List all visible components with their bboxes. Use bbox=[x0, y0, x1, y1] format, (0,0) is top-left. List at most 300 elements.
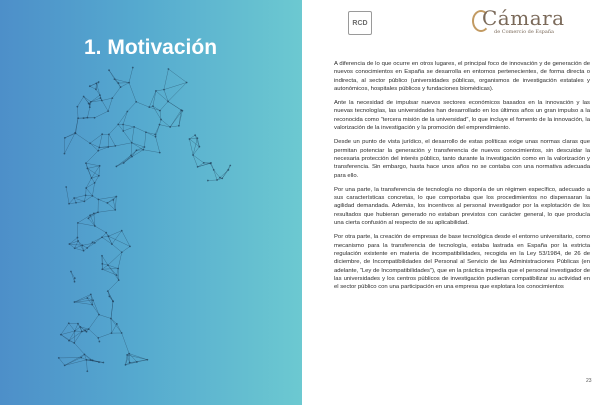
mesh-edge bbox=[109, 296, 113, 301]
mesh-node bbox=[98, 361, 100, 363]
mesh-node bbox=[88, 328, 90, 330]
mesh-edge bbox=[129, 83, 136, 102]
rcd-logo: RCD bbox=[348, 11, 372, 35]
mesh-edge bbox=[98, 199, 107, 203]
mesh-edge bbox=[95, 237, 102, 243]
mesh-node bbox=[154, 133, 156, 135]
mesh-node bbox=[90, 359, 92, 361]
mesh-edge bbox=[164, 69, 168, 90]
mesh-edge bbox=[109, 70, 114, 79]
mesh-node bbox=[135, 101, 137, 103]
mesh-node bbox=[97, 150, 99, 152]
mesh-node bbox=[86, 370, 88, 372]
mesh-node bbox=[169, 126, 171, 128]
mesh-edge bbox=[214, 170, 220, 178]
mesh-node bbox=[107, 146, 109, 148]
mesh-node bbox=[98, 341, 100, 343]
mesh-node bbox=[68, 203, 70, 205]
mesh-edge bbox=[69, 331, 82, 340]
mesh-node bbox=[128, 353, 130, 355]
mesh-node bbox=[93, 212, 95, 214]
mesh-edge bbox=[117, 268, 118, 275]
mesh-node bbox=[70, 271, 72, 273]
mesh-node bbox=[98, 175, 100, 177]
mesh-node bbox=[219, 177, 221, 179]
mesh-node bbox=[80, 357, 82, 359]
paragraph: Desde un punto de vista jurídico, el desarrollo de estas políticas exige unas normas claras que permitan potenciar la generación y transferencia de nuevos conocimientos, sin descuidar la necesaria protección del interés público, tanto durante la investigación como en la valorización y transferencia. Sin embargo, hasta hace unos años no se contaba con una normativa adecuada para ello. bbox=[334, 139, 590, 179]
mesh-node bbox=[221, 177, 223, 179]
mesh-edge bbox=[111, 318, 122, 333]
mesh-node bbox=[89, 214, 91, 216]
mesh-node bbox=[111, 243, 113, 245]
mesh-edge bbox=[108, 98, 112, 111]
mesh-edge bbox=[123, 127, 134, 131]
mesh-node bbox=[159, 124, 161, 126]
mesh-node bbox=[121, 230, 123, 232]
mesh-edge bbox=[118, 124, 123, 131]
mesh-node bbox=[186, 82, 188, 84]
mesh-node bbox=[148, 106, 150, 108]
mesh-node bbox=[114, 78, 116, 80]
mesh-edge bbox=[74, 331, 82, 343]
mesh-edge bbox=[86, 360, 87, 371]
mesh-node bbox=[116, 323, 118, 325]
mesh-edge bbox=[117, 324, 122, 333]
mesh-edge bbox=[112, 244, 122, 252]
mesh-node bbox=[159, 152, 161, 154]
mesh-node bbox=[160, 119, 162, 121]
mesh-node bbox=[145, 131, 147, 133]
mesh-node bbox=[89, 106, 91, 108]
mesh-edge bbox=[160, 101, 168, 110]
mesh-edge bbox=[96, 83, 100, 95]
mesh-node bbox=[197, 137, 199, 139]
mesh-node bbox=[101, 100, 103, 102]
mesh-edge bbox=[77, 107, 78, 119]
mesh-node bbox=[133, 126, 135, 128]
mesh-node bbox=[95, 82, 97, 84]
mesh-node bbox=[68, 340, 70, 342]
mesh-node bbox=[94, 225, 96, 227]
mesh-node bbox=[95, 88, 97, 90]
mesh-node bbox=[110, 318, 112, 320]
mesh-node bbox=[98, 81, 100, 83]
mesh-node bbox=[94, 242, 96, 244]
mesh-edge bbox=[84, 196, 92, 202]
mesh-edge bbox=[61, 335, 74, 343]
mesh-node bbox=[114, 145, 116, 147]
mesh-node bbox=[112, 199, 114, 201]
mesh-node bbox=[92, 299, 94, 301]
mesh-edge bbox=[131, 143, 132, 156]
mesh-edge bbox=[112, 87, 120, 98]
mesh-node bbox=[97, 337, 99, 339]
mesh-node bbox=[112, 300, 114, 302]
mesh-edge bbox=[118, 268, 119, 280]
mesh-node bbox=[86, 297, 88, 299]
mesh-edge bbox=[99, 166, 100, 176]
mesh-node bbox=[90, 101, 92, 103]
paragraph: Por otra parte, la creación de empresas de base tecnológica desde el entorno universitario, como mecanismo para la transferencia de tecnología, estaba lastrada en España por la estricta regulación existente en materia de incompatibilidades, recogida en la Ley 53/1984, de 26 de diciembre, de Incompatibilidades del Personal al Servicio de las Administraciones Públicas (en adelante, “Ley de Incompatibilidades”), que en la práctica impedía que el personal investigador de las universidades y los centros públicos de investigación pudieran compatibilizar su actividad en el sector público con una participación en una empresa que explotara los conocimientos bbox=[334, 234, 590, 291]
mesh-edge bbox=[144, 132, 146, 147]
mesh-edge bbox=[98, 197, 116, 200]
mesh-node bbox=[98, 147, 100, 149]
mesh-edge bbox=[109, 70, 118, 83]
mesh-node bbox=[79, 326, 81, 328]
mesh-edge bbox=[115, 197, 116, 210]
mesh-node bbox=[64, 137, 66, 139]
mesh-edge bbox=[143, 150, 159, 153]
mesh-node bbox=[74, 330, 76, 332]
mesh-node bbox=[97, 211, 99, 213]
mesh-node bbox=[115, 196, 117, 198]
mesh-edge bbox=[170, 110, 181, 127]
mesh-edge bbox=[86, 188, 87, 195]
mesh-node bbox=[203, 162, 205, 164]
mesh-edge bbox=[74, 343, 84, 354]
mesh-edge bbox=[65, 133, 75, 138]
mesh-node bbox=[81, 331, 83, 333]
mesh-edge bbox=[86, 195, 93, 196]
paragraph: A diferencia de lo que ocurre en otros lugares, el principal foco de innovación y de generación de nuevos conocimientos en España se desarrolla en entornos pertenecientes, de forma directa o indirecta, al sector público (universidades públicas, organismos de investigación estatales y autonómicos, hospitales públicos y fundaciones biomédicas). bbox=[334, 61, 590, 92]
mesh-edge bbox=[146, 132, 155, 134]
mesh-node bbox=[83, 96, 85, 98]
mesh-node bbox=[77, 222, 79, 224]
mesh-node bbox=[132, 67, 134, 69]
mesh-node bbox=[85, 187, 87, 189]
mesh-node bbox=[126, 354, 128, 356]
mesh-edge bbox=[99, 315, 111, 319]
mesh-node bbox=[216, 179, 218, 181]
mesh-edge bbox=[77, 97, 83, 107]
mesh-node bbox=[65, 186, 67, 188]
mesh-node bbox=[105, 232, 107, 234]
mesh-edge bbox=[74, 294, 90, 302]
mesh-node bbox=[85, 359, 87, 361]
mesh-edge bbox=[146, 132, 156, 136]
mesh-edge bbox=[69, 244, 82, 245]
mesh-edge bbox=[153, 106, 160, 110]
mesh-node bbox=[101, 263, 103, 265]
mesh-node bbox=[123, 162, 125, 164]
mesh-edge bbox=[92, 237, 102, 242]
mesh-node bbox=[99, 94, 101, 96]
mesh-node bbox=[77, 237, 79, 239]
mesh-edge bbox=[76, 133, 90, 143]
mesh-node bbox=[120, 86, 122, 88]
mesh-node bbox=[142, 149, 144, 151]
mesh-node bbox=[74, 132, 76, 134]
mesh-node bbox=[144, 146, 146, 148]
mesh-edge bbox=[122, 231, 130, 247]
mesh-node bbox=[86, 168, 88, 170]
mesh-edge bbox=[69, 323, 75, 331]
mesh-node bbox=[68, 322, 70, 324]
mesh-node bbox=[189, 138, 191, 140]
mesh-edge bbox=[108, 280, 119, 291]
mesh-node bbox=[77, 323, 79, 325]
mesh-node bbox=[89, 142, 91, 144]
mesh-node bbox=[77, 240, 79, 242]
mesh-edge bbox=[129, 68, 133, 83]
mesh-node bbox=[117, 268, 119, 270]
mesh-node bbox=[98, 314, 100, 316]
camara-logo bbox=[470, 8, 590, 40]
mesh-node bbox=[84, 353, 86, 355]
mesh-edge bbox=[107, 197, 116, 203]
paragraph: Ante la necesidad de impulsar nuevos sectores económicos basados en la innovación y las nuevas tecnologías, las universidades han desarrollado en los últimos años un gran impulso a la reconocida como “tercera misión de la universidad”, lo que incluye el fomento de la innovación, la valorización de la investigación y la promoción del emprendimiento. bbox=[334, 100, 590, 132]
mesh-edge bbox=[98, 333, 111, 338]
mesh-node bbox=[84, 329, 86, 331]
mesh-edge bbox=[208, 180, 217, 181]
mesh-edge bbox=[69, 203, 76, 204]
mesh-node bbox=[68, 243, 70, 245]
mesh-node bbox=[83, 250, 85, 252]
mesh-node bbox=[122, 124, 124, 126]
mesh-node bbox=[106, 202, 108, 204]
mesh-edge bbox=[156, 90, 164, 91]
mesh-node bbox=[107, 110, 109, 112]
camara-logo-name: Cámara bbox=[482, 6, 565, 30]
mesh-node bbox=[85, 162, 87, 164]
mesh-edge bbox=[95, 111, 109, 118]
mesh-node bbox=[87, 117, 89, 119]
mesh-node bbox=[64, 364, 66, 366]
mesh-node bbox=[91, 304, 93, 306]
mesh-node bbox=[102, 362, 104, 364]
mesh-edge bbox=[123, 125, 134, 127]
mesh-edge bbox=[125, 355, 127, 365]
mesh-node bbox=[159, 110, 161, 112]
mesh-edge bbox=[156, 125, 160, 137]
mesh-node bbox=[213, 169, 215, 171]
mesh-node bbox=[108, 133, 110, 135]
mesh-node bbox=[111, 97, 113, 99]
mesh-node bbox=[92, 195, 94, 197]
mesh-node bbox=[111, 332, 113, 334]
mesh-edge bbox=[153, 106, 161, 119]
mesh-edge bbox=[109, 124, 118, 134]
mesh-edge bbox=[109, 134, 115, 146]
mesh-edge bbox=[122, 246, 130, 252]
mesh-edge bbox=[98, 210, 115, 212]
mesh-node bbox=[77, 117, 79, 119]
mesh-edge bbox=[123, 131, 132, 143]
mesh-node bbox=[86, 247, 88, 249]
mesh-node bbox=[136, 361, 138, 363]
mesh-edge bbox=[198, 163, 204, 167]
mesh-edge bbox=[108, 252, 122, 265]
mesh-edge bbox=[193, 138, 197, 155]
mesh-node bbox=[60, 334, 62, 336]
mesh-node bbox=[115, 166, 117, 168]
mesh-node bbox=[129, 245, 131, 247]
mesh-edge bbox=[90, 143, 99, 147]
mesh-node bbox=[64, 153, 66, 155]
mesh-edge bbox=[121, 83, 129, 87]
mesh-edge bbox=[90, 143, 98, 151]
mesh-edge bbox=[116, 155, 131, 166]
mesh-edge bbox=[95, 226, 106, 233]
mesh-edge bbox=[115, 143, 131, 146]
mesh-node bbox=[114, 209, 116, 211]
mesh-edge bbox=[87, 107, 89, 117]
mesh-edge bbox=[153, 91, 156, 106]
mesh-node bbox=[84, 201, 86, 203]
mesh-node bbox=[197, 166, 199, 168]
mesh-node bbox=[108, 69, 110, 71]
mesh-node bbox=[121, 332, 123, 334]
mesh-edge bbox=[134, 127, 146, 132]
mesh-edge bbox=[156, 137, 160, 153]
mesh-node bbox=[146, 359, 148, 361]
mesh-node bbox=[163, 89, 165, 91]
mesh-edge bbox=[69, 238, 77, 244]
mesh-node bbox=[86, 331, 88, 333]
mesh-node bbox=[129, 362, 131, 364]
mesh-node bbox=[107, 264, 109, 266]
mesh-edge bbox=[149, 107, 160, 110]
camara-logo-subtitle: de Comercio de España bbox=[494, 29, 555, 35]
mesh-node bbox=[130, 154, 132, 156]
mesh-node bbox=[94, 182, 96, 184]
mesh-node bbox=[155, 136, 157, 138]
paragraph: Por una parte, la transferencia de tecnología no disponía de un régimen específico, adecuado a sus características concretas, lo que comportaba que los procedimientos no dispensaran la agilidad demandada. Además, los incentivos al personal investigador por la explotación de los resultados que hubieran generado no estaban previstos con carácter general, lo que producía una cierta confusión al respecto de su aplicabilidad. bbox=[334, 186, 590, 227]
mesh-edge bbox=[122, 333, 130, 354]
mesh-node bbox=[116, 274, 118, 276]
mesh-node bbox=[101, 255, 103, 257]
mesh-node bbox=[89, 103, 91, 105]
mesh-edge bbox=[168, 101, 182, 110]
mesh-edge bbox=[211, 163, 214, 170]
mesh-edge bbox=[86, 163, 100, 166]
mesh-edge bbox=[111, 318, 112, 333]
mesh-node bbox=[192, 154, 194, 156]
mesh-edge bbox=[74, 195, 85, 198]
mesh-node bbox=[227, 169, 229, 171]
mesh-edge bbox=[69, 198, 74, 204]
mesh-node bbox=[74, 277, 76, 279]
mesh-node bbox=[89, 85, 91, 87]
mesh-edge bbox=[111, 301, 113, 318]
mesh-edge bbox=[74, 198, 84, 201]
mesh-edge bbox=[108, 134, 109, 147]
mesh-edge bbox=[65, 360, 87, 366]
mesh-node bbox=[74, 281, 76, 283]
mesh-node bbox=[74, 301, 76, 303]
mesh-node bbox=[125, 364, 127, 366]
mesh-edge bbox=[75, 331, 82, 332]
mesh-node bbox=[108, 296, 110, 298]
mesh-node bbox=[83, 117, 85, 119]
mesh-node bbox=[168, 68, 170, 70]
mesh-edge bbox=[92, 183, 94, 196]
mesh-node bbox=[99, 165, 101, 167]
mesh-node bbox=[155, 90, 157, 92]
mesh-node bbox=[76, 106, 78, 108]
mesh-edge bbox=[170, 126, 179, 127]
mesh-edge bbox=[59, 358, 65, 365]
mesh-node bbox=[74, 247, 76, 249]
mesh-node bbox=[92, 241, 94, 243]
mesh-edge bbox=[90, 86, 96, 89]
mesh-edge bbox=[123, 111, 127, 124]
mesh-node bbox=[87, 217, 89, 219]
mesh-edge bbox=[86, 188, 92, 196]
mesh-node bbox=[101, 236, 103, 238]
page-number: 23 bbox=[586, 378, 592, 384]
body-text bbox=[334, 60, 590, 297]
mesh-edge bbox=[214, 170, 217, 180]
mesh-node bbox=[117, 123, 119, 125]
mesh-node bbox=[101, 133, 103, 135]
mesh-edge bbox=[102, 265, 108, 269]
mesh-node bbox=[99, 97, 101, 99]
mesh-node bbox=[101, 268, 103, 270]
mesh-edge bbox=[65, 354, 85, 365]
right-panel bbox=[302, 0, 600, 405]
mesh-node bbox=[210, 162, 212, 164]
mesh-edge bbox=[111, 318, 117, 323]
mesh-edge bbox=[149, 91, 156, 107]
mesh-node bbox=[128, 82, 130, 84]
mesh-node bbox=[92, 359, 94, 361]
mesh-node bbox=[85, 194, 87, 196]
mesh-edge bbox=[130, 360, 148, 363]
page-title: 1. Motivación bbox=[84, 36, 218, 59]
mesh-edge bbox=[118, 252, 122, 268]
mesh-node bbox=[90, 293, 92, 295]
mesh-edge bbox=[102, 268, 118, 269]
mesh-node bbox=[178, 125, 180, 127]
mesh-node bbox=[198, 146, 200, 148]
mesh-edge bbox=[75, 118, 78, 133]
mesh-edge bbox=[102, 98, 112, 100]
mesh-node bbox=[108, 235, 110, 237]
mesh-edge bbox=[118, 111, 127, 124]
mesh-edge bbox=[92, 196, 98, 200]
mesh-edge bbox=[65, 358, 82, 366]
mesh-node bbox=[75, 202, 77, 204]
mesh-node bbox=[107, 290, 109, 292]
mesh-edge bbox=[78, 223, 95, 226]
mesh-edge bbox=[74, 302, 92, 305]
mesh-edge bbox=[76, 201, 84, 202]
mesh-edge bbox=[86, 151, 98, 163]
mesh-node bbox=[117, 82, 119, 84]
mesh-node bbox=[97, 199, 99, 201]
mesh-node bbox=[91, 177, 93, 179]
mesh-node bbox=[73, 342, 75, 344]
mesh-node bbox=[126, 111, 128, 113]
mesh-edge bbox=[132, 150, 136, 156]
mesh-node bbox=[121, 251, 123, 253]
mesh-node bbox=[229, 165, 231, 167]
mesh-edge bbox=[220, 170, 228, 178]
mesh-edge bbox=[136, 102, 149, 107]
mesh-edge bbox=[127, 102, 136, 112]
mesh-edge bbox=[116, 157, 132, 167]
mesh-node bbox=[118, 279, 120, 281]
mesh-node bbox=[181, 110, 183, 112]
mesh-node bbox=[136, 149, 138, 151]
mesh-node bbox=[58, 357, 60, 359]
mesh-edge bbox=[222, 170, 228, 178]
mesh-node bbox=[167, 101, 169, 103]
mesh-edge bbox=[86, 360, 103, 363]
mesh-edge bbox=[66, 187, 69, 204]
mesh-edge bbox=[89, 329, 99, 338]
